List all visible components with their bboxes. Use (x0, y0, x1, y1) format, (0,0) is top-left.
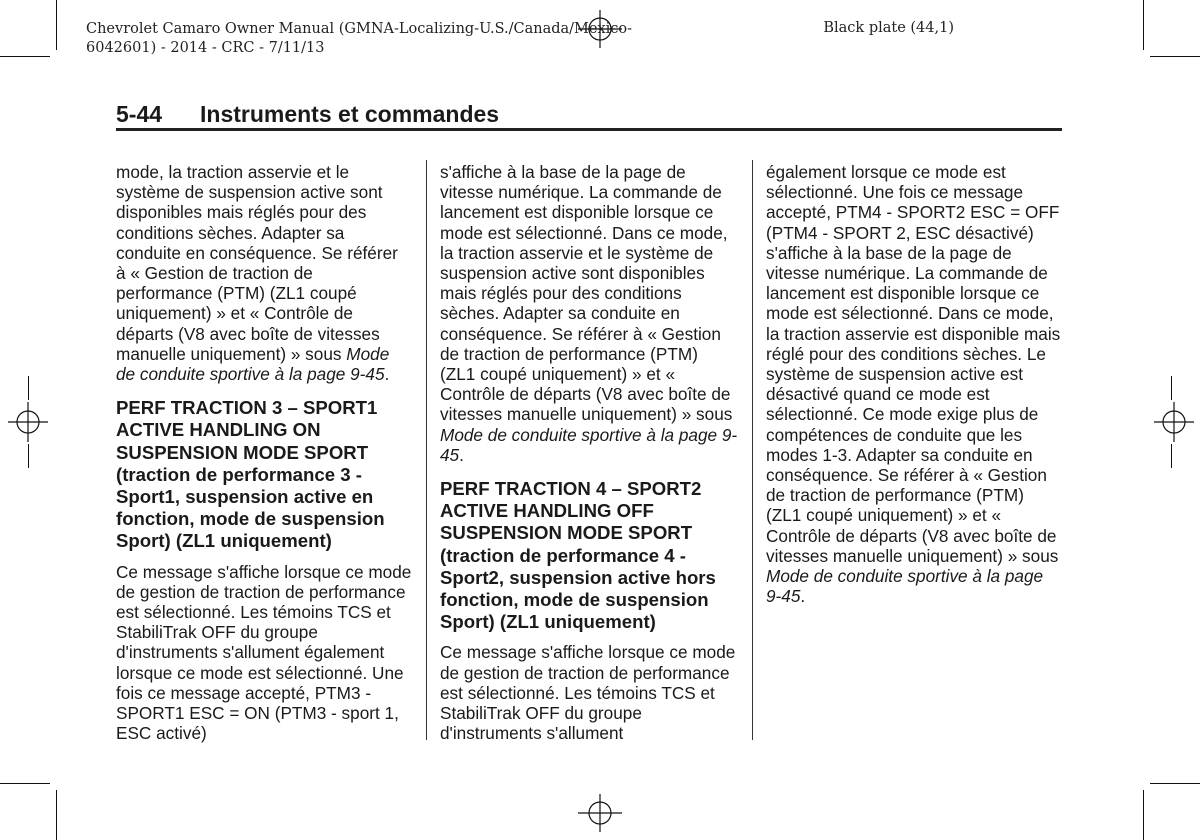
page-reference: Mode de conduite sportive à la page 9-45 (766, 566, 1044, 607)
crop-mark (1171, 444, 1172, 468)
body-paragraph: Ce message s'affiche lorsque ce mode de gestion de traction de performance est sélectionné. Les témoins TCS et StabiliTrak OFF du groupe d'instruments s'allument (440, 642, 736, 744)
message-heading: PERF TRACTION 4 – SPORT2 ACTIVE HANDLING OFF SUSPENSION MODE SPORT (traction de performance 4 - Sport2, suspension active hors fonction, mode de suspension Sport) (ZL1 uniquement) (440, 478, 716, 633)
page-reference: Mode de conduite sportive à la page 9-45 (440, 424, 738, 465)
registration-mark-bottom (570, 792, 630, 834)
crop-mark (0, 56, 50, 57)
crop-mark (56, 0, 57, 50)
paragraph-end: . (384, 364, 390, 385)
text-column-3 (766, 162, 1062, 606)
section-heading (116, 100, 1062, 128)
crop-mark (0, 783, 50, 784)
document-meta (86, 20, 632, 58)
column-divider (752, 160, 753, 740)
plate-label: Black plate (44,1) (823, 20, 954, 36)
body-paragraph (116, 162, 412, 384)
crop-mark (1171, 376, 1172, 400)
paragraph-end: . (800, 586, 806, 607)
message-heading: PERF TRACTION 3 – SPORT1 ACTIVE HANDLING ON SUSPENSION MODE SPORT (traction de performance 3 - Sport1, suspension active en fonction, mode de suspension Sport) (ZL1 uniquement) (116, 397, 385, 552)
registration-mark-right (1152, 400, 1196, 444)
text-column-1 (116, 162, 412, 743)
crop-mark (28, 444, 29, 468)
paragraph-text: mode, la traction asservie et le système de suspension active sont disponibles mais réglés pour des conditions sèches. Adapter sa conduite en conséquence. Se référer à « Gestion de traction de performance (PTM) (ZL1 coupé uniquement) » et « Contrôle de départs (V8 avec boîte de vitesses manuelle uniquement) » sous (116, 162, 398, 364)
paragraph-end: . (459, 444, 464, 465)
crop-mark (28, 376, 29, 400)
paragraph-text: également lorsque ce mode est sélectionné. Une fois ce message accepté, PTM4 - SPORT2 ESC = OFF (PTM4 - SPORT 2, ESC désactivé) s'affiche à la base de la page de vitesse numérique. La commande de lancement est disponible lorsque ce mode est sélectionné. Dans ce mode, la traction asservie est disponible mais réglé pour des conditions sèches. Le système de suspension active est désactivé quand ce mode est sélectionné. Ce mode exige plus de compétences de conduite que les modes 1-3. Adapter sa conduite en conséquence. Se référer à « Gestion de traction de performance (PTM) (ZL1 coupé uniquement) » et « Contrôle de départs (V8 avec boîte de vitesses manuelle uniquement) » sous (766, 162, 1061, 566)
page-reference: Mode de conduite sportive à la page 9-45 (116, 343, 390, 385)
paragraph-text: s'affiche à la base de la page de vitesse numérique. La commande de lancement est disponible lorsque ce mode est sélectionné. Dans ce mode, la traction asservie et le système de suspension active sont disponibles mais réglés pour des conditions sèches. Adapter sa conduite en conséquence. Se référer à « Gestion de traction de performance (PTM) (ZL1 coupé uniquement) » et « Contrôle de départs (V8 avec boîte de vitesses manuelle uniquement) » sous (440, 162, 733, 425)
heading-rule (116, 128, 1062, 131)
section-title: Instruments et commandes (200, 101, 500, 127)
body-paragraph: Ce message s'affiche lorsque ce mode de gestion de traction de performance est sélectionné. Les témoins TCS et StabiliTrak OFF du groupe d'instruments s'allument également lorsque ce mode est sélectionné. Une fois ce message accepté, PTM3 - SPORT1 ESC = ON (PTM3 - sport 1, ESC activé) (116, 561, 412, 744)
document-meta-line1: Chevrolet Camaro Owner Manual (GMNA-Localizing-U.S./Canada/Mexico- (86, 21, 633, 37)
crop-mark (56, 790, 57, 840)
document-meta-line2: 6042601) - 2014 - CRC - 7/11/13 (86, 40, 325, 56)
body-paragraph (766, 162, 1062, 606)
text-column-2 (440, 162, 738, 743)
crop-mark (1143, 790, 1144, 840)
registration-mark-left (6, 400, 50, 444)
body-paragraph (440, 162, 738, 465)
crop-mark (1143, 0, 1144, 50)
column-divider (426, 160, 427, 740)
crop-mark (1150, 56, 1200, 57)
crop-mark (1150, 783, 1200, 784)
page-number: 5-44 (116, 101, 163, 127)
